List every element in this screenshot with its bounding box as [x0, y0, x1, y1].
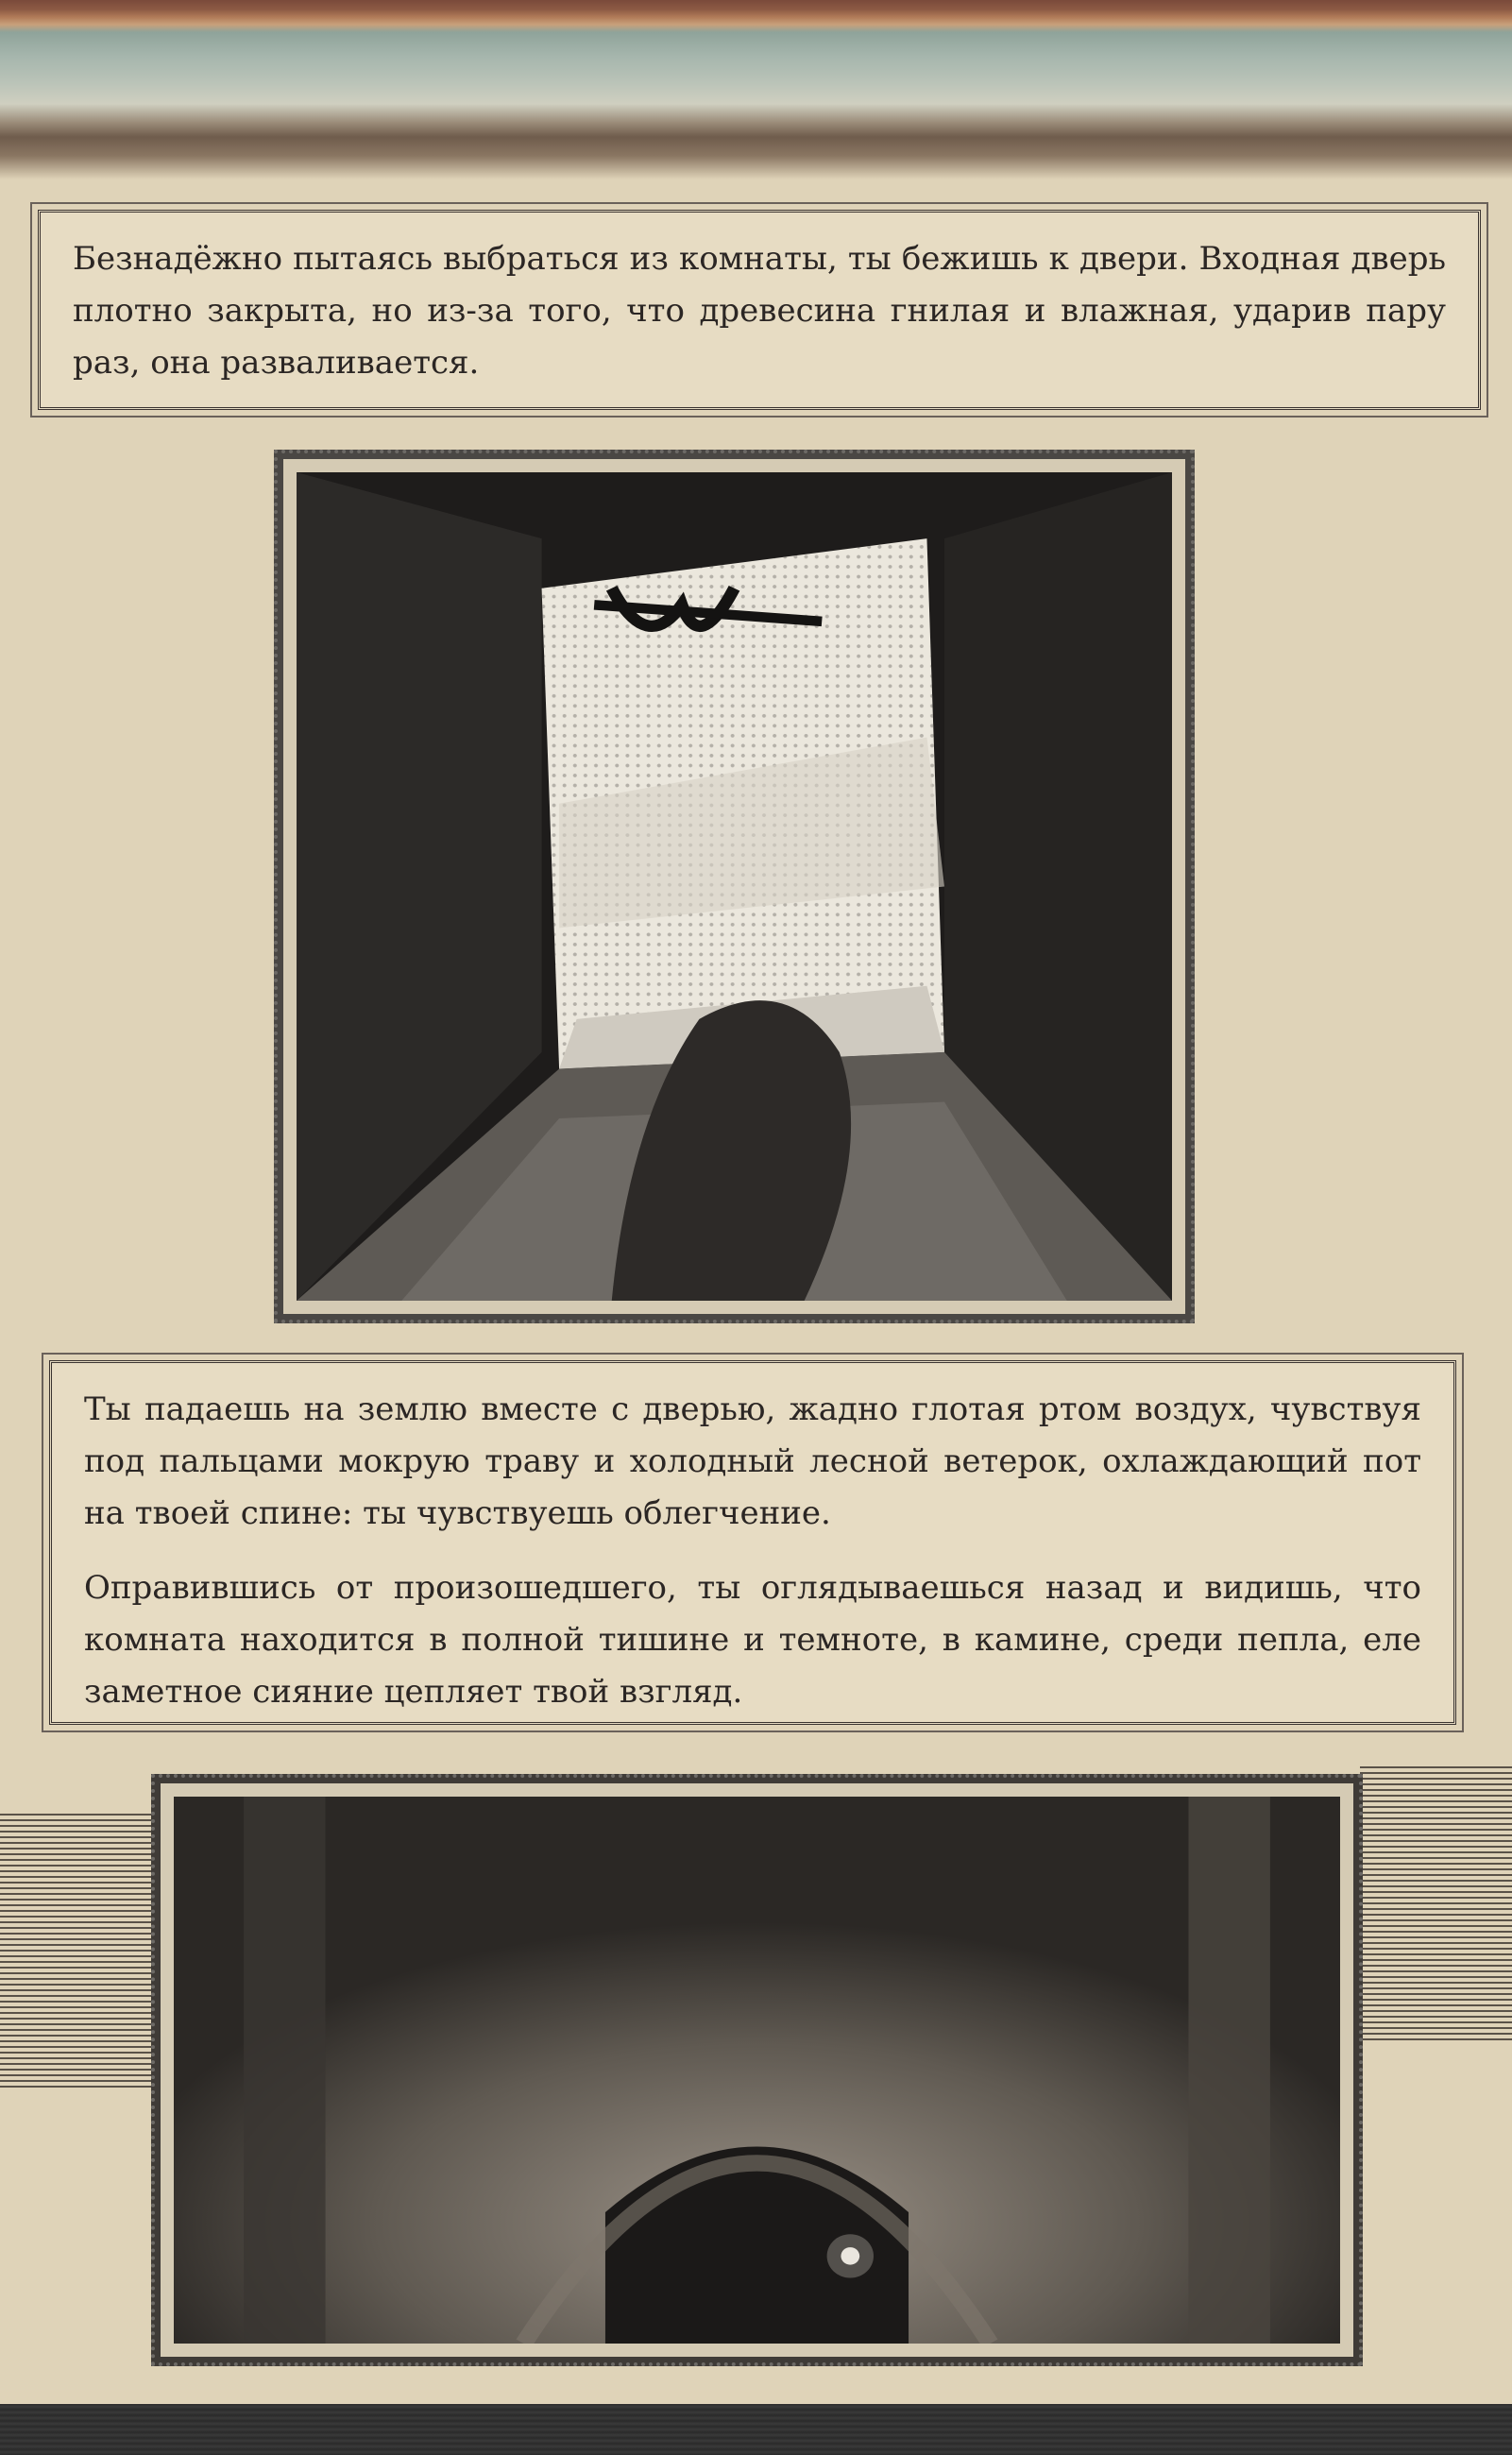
fireplace-illustration-frame	[151, 1774, 1363, 2366]
open-doorway-illustration-icon	[297, 472, 1172, 1301]
left-decorative-lines	[0, 1814, 161, 2088]
bottom-decorative-bar	[0, 2404, 1512, 2455]
text-box-door	[38, 210, 1481, 410]
top-decorative-stripes	[0, 0, 1512, 179]
text-box-escape	[49, 1360, 1456, 1725]
narrative-paragraph: Ты падаешь на землю вместе с дверью, жадно глотая ртом воздух, чувствуя под пальцами мокрую траву и холодный лесной ветерок, охлаждающий пот на твоей спине: ты чувствуешь облегчение.	[84, 1390, 1421, 1532]
right-decorative-lines	[1360, 1766, 1512, 2040]
door-illustration-frame	[274, 450, 1195, 1323]
fireplace-illustration-icon	[174, 1797, 1340, 2344]
narrative-paragraph: Безнадёжно пытаясь выбраться из комнаты, ты бежишь к двери. Входная дверь плотно закрыта, но из-за того, что древесина гнилая и влажная, ударив пару раз, она разваливается.	[73, 240, 1446, 382]
narrative-paragraph: Оправившись от произошедшего, ты оглядываешься назад и видишь, что комната находится в полной тишине и темноте, в камине, среди пепла, еле заметное сияние цепляет твой взгляд.	[84, 1569, 1421, 1711]
